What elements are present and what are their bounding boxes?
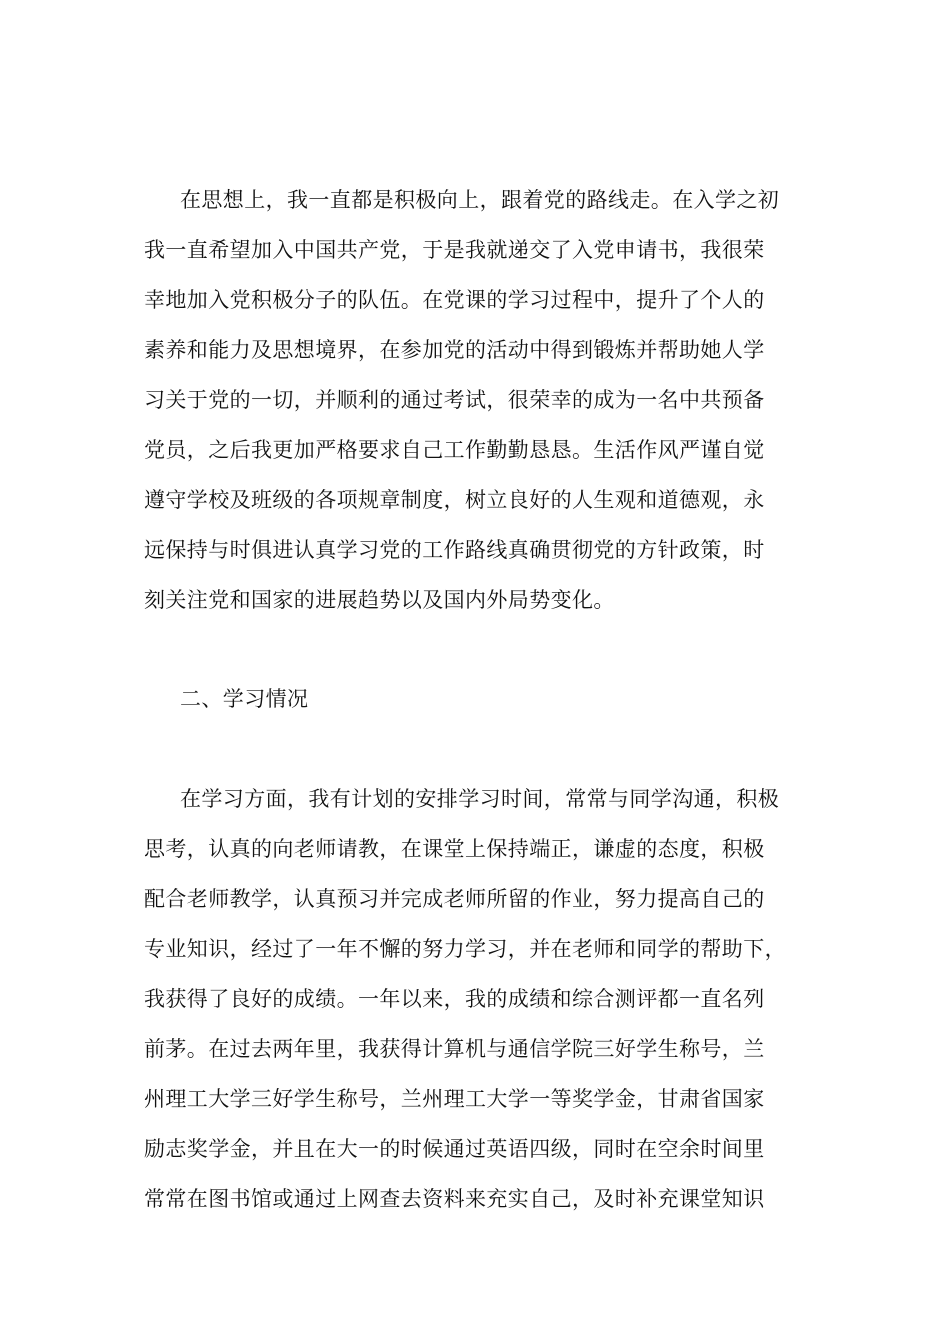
paragraph-2-line: 配合老师教学，认真预习并完成老师所留的作业，努力提高自己的 <box>144 887 765 911</box>
paragraph-2-line: 励志奖学金，并且在大一的时候通过英语四级，同时在空余时间里 <box>144 1137 765 1161</box>
paragraph-1-line: 远保持与时俱进认真学习党的工作路线真确贯彻党的方针政策，时 <box>144 538 765 562</box>
paragraph-1-line: 我一直希望加入中国共产党，于是我就递交了入党申请书，我很荣 <box>144 238 765 262</box>
paragraph-1-line: 幸地加入党积极分子的队伍。在党课的学习过程中，提升了个人的 <box>144 288 765 312</box>
paragraph-2-line: 我获得了良好的成绩。一年以来，我的成绩和综合测评都一直名列 <box>144 987 765 1011</box>
section-heading: 二、学习情况 <box>180 687 309 711</box>
paragraph-1-line: 遵守学校及班级的各项规章制度，树立良好的人生观和道德观，永 <box>144 488 765 512</box>
paragraph-2-line: 专业知识，经过了一年不懈的努力学习，并在老师和同学的帮助下， <box>144 937 786 961</box>
paragraph-1-line: 刻关注党和国家的进展趋势以及国内外局势变化。 <box>144 588 615 612</box>
paragraph-1-line: 素养和能力及思想境界，在参加党的活动中得到锻炼并帮助她人学 <box>144 338 765 362</box>
paragraph-2-line: 在学习方面，我有计划的安排学习时间，常常与同学沟通，积极 <box>180 787 780 811</box>
paragraph-1-line: 在思想上，我一直都是积极向上，跟着党的路线走。在入学之初 <box>180 188 780 212</box>
paragraph-2-line: 州理工大学三好学生称号，兰州理工大学一等奖学金，甘肃省国家 <box>144 1087 765 1111</box>
paragraph-1-line: 习关于党的一切，并顺利的通过考试，很荣幸的成为一名中共预备 <box>144 388 765 412</box>
paragraph-2-line: 常常在图书馆或通过上网查去资料来充实自己，及时补充课堂知识 <box>144 1187 765 1211</box>
paragraph-2-line: 思考，认真的向老师请教，在课堂上保持端正，谦虚的态度，积极 <box>144 837 765 861</box>
paragraph-2-line: 前茅。在过去两年里，我获得计算机与通信学院三好学生称号，兰 <box>144 1037 765 1061</box>
paragraph-1-line: 党员，之后我更加严格要求自己工作勤勤恳恳。生活作风严谨自觉 <box>144 438 765 462</box>
